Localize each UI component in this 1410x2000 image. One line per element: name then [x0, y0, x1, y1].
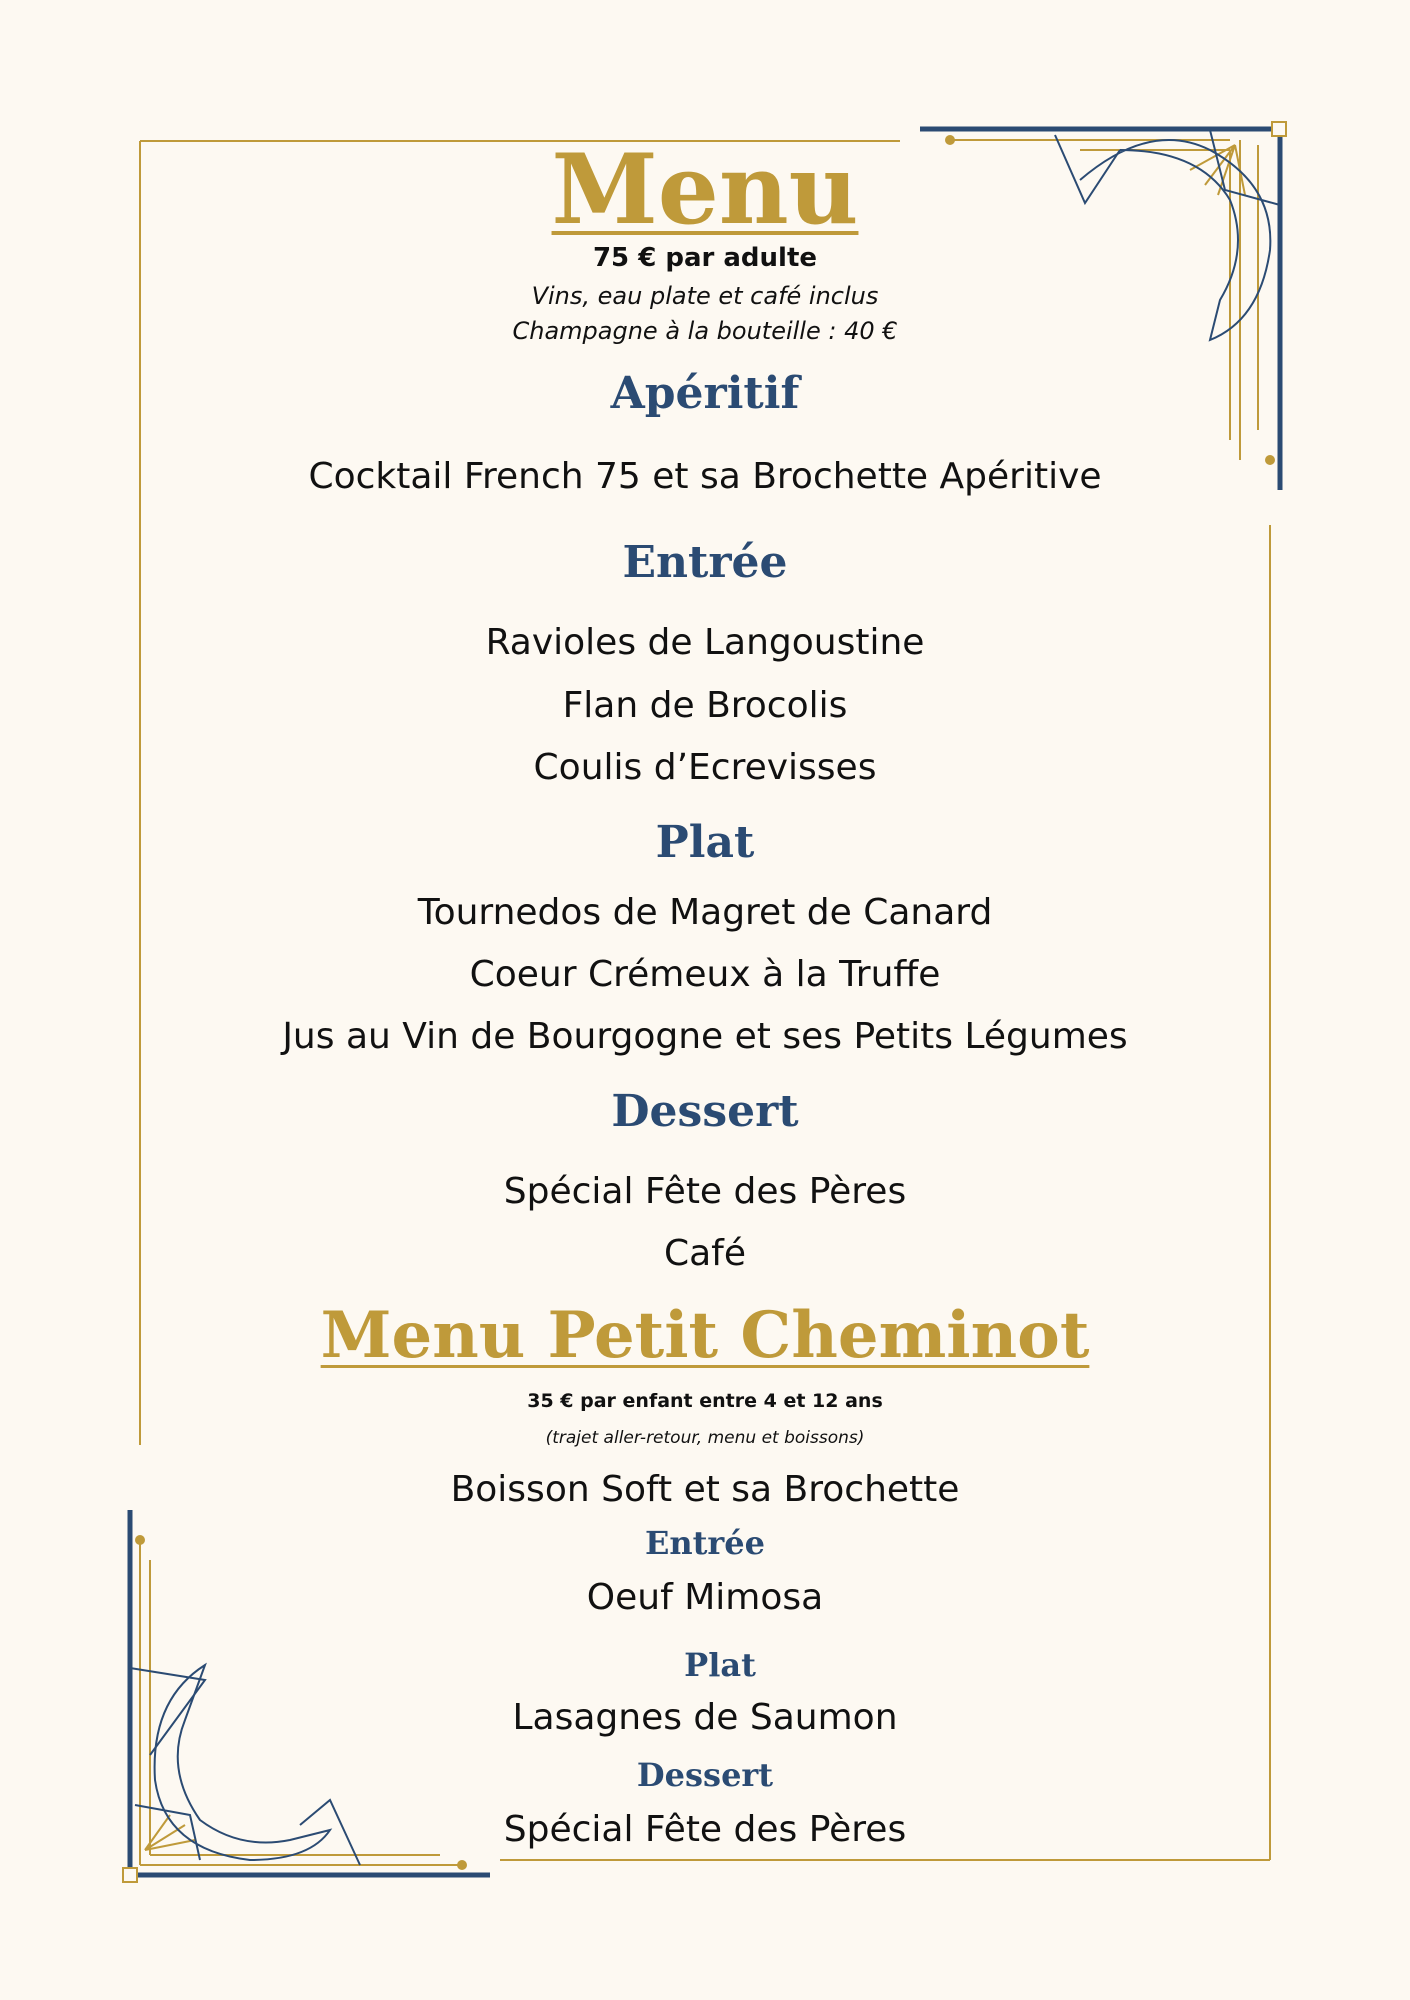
menu-item: Coeur Crémeux à la Truffe — [469, 954, 941, 995]
menu-title: Menu — [551, 133, 859, 246]
kids-heading-dessert: Dessert — [636, 1756, 774, 1794]
menu-item: Jus au Vin de Bourgogne et ses Petits Légumes — [282, 1016, 1128, 1057]
menu-item: Lasagnes de Saumon — [512, 1697, 898, 1738]
kids-heading-entree: Entrée — [644, 1524, 765, 1562]
section-heading-dessert: Dessert — [611, 1086, 799, 1137]
menu-item: Café — [663, 1233, 747, 1274]
menu-item: Flan de Brocolis — [562, 685, 848, 726]
menu-price: 75 € par adulte — [592, 243, 818, 273]
menu-champagne-note: Champagne à la bouteille : 40 € — [512, 317, 898, 345]
menu-item: Tournedos de Magret de Canard — [417, 892, 993, 933]
menu-item: Spécial Fête des Pères — [503, 1171, 907, 1212]
section-heading-plat: Plat — [655, 817, 755, 868]
kids-menu-note: (trajet aller-retour, menu et boissons) — [545, 1428, 865, 1448]
menu-item: Ravioles de Langoustine — [485, 622, 925, 663]
kids-menu-title: Menu Petit Cheminot — [320, 1298, 1090, 1373]
section-heading-entree: Entrée — [622, 537, 788, 588]
section-heading-aperitif: Apéritif — [610, 368, 800, 419]
menu-included-note: Vins, eau plate et café inclus — [531, 282, 879, 310]
kids-heading-plat: Plat — [684, 1646, 756, 1684]
kids-menu-price: 35 € par enfant entre 4 et 12 ans — [527, 1390, 883, 1412]
menu-item: Coulis d’Ecrevisses — [533, 747, 877, 788]
menu-item: Spécial Fête des Pères — [503, 1809, 907, 1850]
menu-item: Cocktail French 75 et sa Brochette Apéritive — [308, 456, 1102, 497]
menu-item: Boisson Soft et sa Brochette — [450, 1469, 960, 1510]
menu-item: Oeuf Mimosa — [586, 1577, 824, 1618]
